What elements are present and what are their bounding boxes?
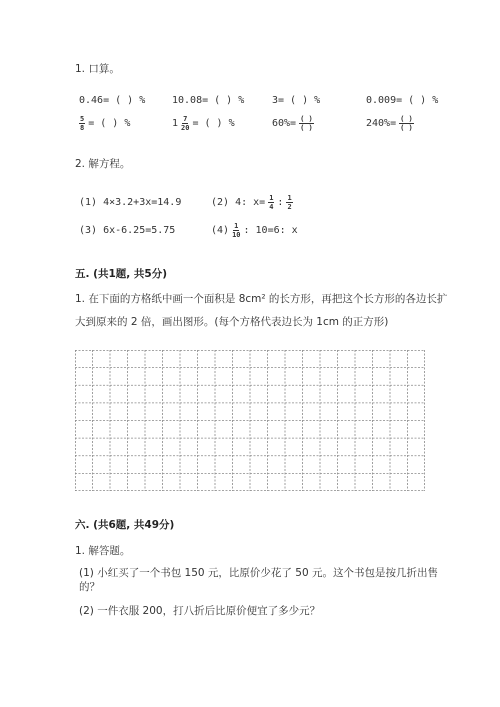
problem-1-line-1: (1) 小红买了一个书包 150 元，比原价少花了 50 元。这个书包是按几折出售: [79, 567, 438, 579]
section-6-question-title: 1. 解答题。: [75, 545, 131, 557]
calc-item-7: 60%= $\frac{( )}{( )}$: [272, 115, 313, 132]
equation-3: (3) 6x-6.25=5.75: [79, 225, 176, 236]
calc-item-8: 240%= $\frac{( )}{( )}$: [366, 115, 413, 132]
equation-2: (2) 4: x= $\frac{1}{4}$ : $\frac{1}{2}$: [211, 194, 292, 211]
calc-item-5: $\frac{5}{8}$ = ( ) %: [80, 115, 131, 132]
section-6-heading: 六. (共6题, 共49分): [75, 519, 175, 531]
calc-item-1: 0.46= ( ) %: [79, 95, 146, 106]
section-5-heading: 五. (共1题, 共5分): [75, 268, 167, 280]
equation-1: (1) 4×3.2+3x=14.9: [79, 197, 182, 208]
calc-item-4: 0.009= ( ) %: [366, 95, 439, 106]
problem-2: (2) 一件衣服 200，打八折后比原价便宜了多少元？: [79, 605, 321, 617]
question-1-title: 1. 口算。: [75, 63, 120, 75]
equation-4: (4) $\frac{1}{10}$ : 10=6: x: [211, 222, 298, 239]
fraction: $\frac{5}{8}$: [80, 115, 85, 132]
fraction: $\frac{( )}{( )}$: [400, 115, 413, 132]
calc-item-3: 3= ( ) %: [272, 95, 321, 106]
fraction: $\frac{( )}{( )}$: [300, 115, 313, 132]
fraction: $\frac{1}{2}$: [287, 194, 292, 211]
calc-item-2: 10.08= ( ) %: [172, 95, 245, 106]
calc-item-6: 1 $\frac{7}{20}$ = ( ) %: [172, 115, 235, 132]
fraction: $\frac{1}{4}$: [269, 194, 274, 211]
fraction: $\frac{7}{20}$: [181, 115, 190, 132]
graph-paper-grid[interactable]: [75, 350, 425, 491]
question-2-title: 2. 解方程。: [75, 158, 131, 170]
section-5-question-line-1: 1. 在下面的方格纸中画一个面积是 8cm² 的长方形，再把这个长方形的各边长扩: [75, 293, 448, 305]
fraction: $\frac{1}{10}$: [232, 222, 241, 239]
problem-1-line-2: 的？: [79, 581, 100, 593]
section-5-question-line-2: 大到原来的 2 倍，画出图形。(每个方格代表边长为 1cm 的正方形): [75, 316, 389, 328]
